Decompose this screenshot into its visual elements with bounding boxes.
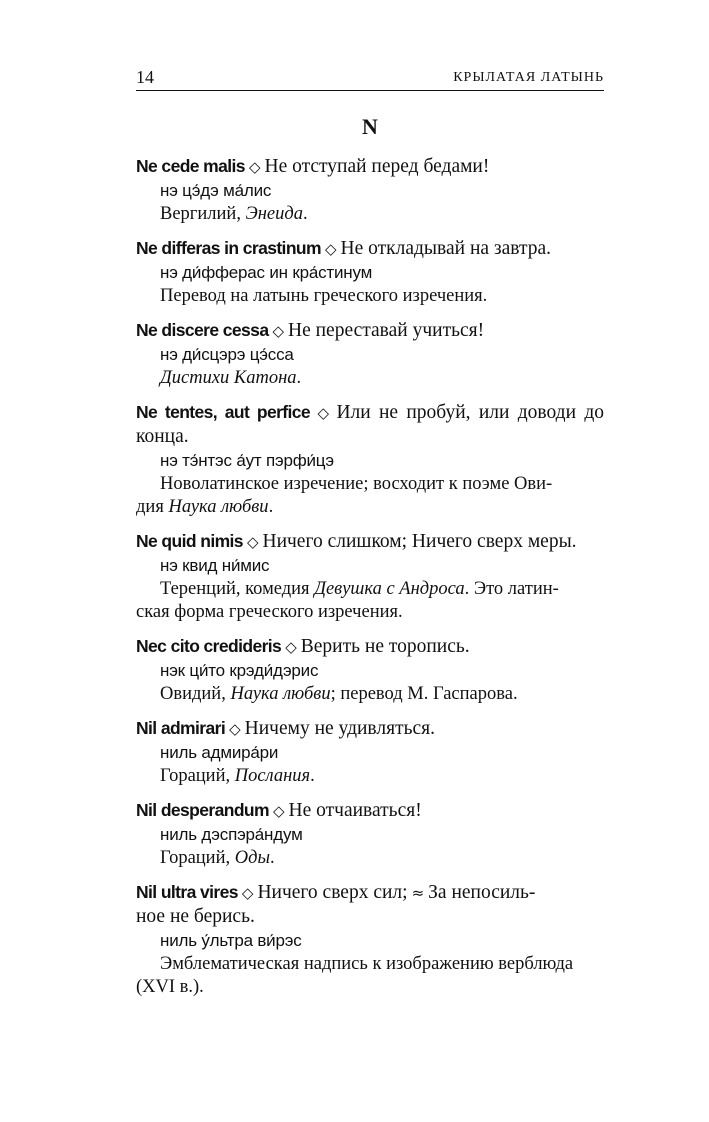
diamond-separator-icon: ◇	[248, 158, 261, 176]
source-note	[136, 367, 604, 390]
entry-head	[136, 154, 604, 179]
source-title: Девушка с Андроса	[314, 579, 465, 599]
diamond-separator-icon: ◇	[272, 802, 285, 820]
entry-head	[136, 236, 604, 261]
latin-phrase: Nil admirari	[136, 718, 226, 738]
source-text: Гораций,	[160, 766, 235, 786]
diamond-separator-icon: ◇	[272, 322, 284, 340]
source-note	[136, 847, 604, 870]
entry-head	[136, 634, 604, 659]
entry	[136, 798, 604, 870]
source-text: .	[296, 368, 302, 388]
latin-phrase: Ne discere cessa	[136, 320, 269, 340]
source-title: Послания	[234, 766, 311, 786]
latin-phrase: Ne tentes, aut perfice	[136, 402, 311, 422]
source-note: Новолатинское изречение; восходит к поэме Ови-	[160, 474, 553, 494]
source-text: Вергилий,	[160, 204, 246, 224]
diamond-separator-icon: ◇	[246, 533, 259, 551]
pronunciation: ниль дэспэра́ндум	[160, 825, 303, 844]
source-title: Дистихи Катона	[160, 368, 297, 388]
source-note	[136, 578, 604, 601]
source-text: Теренций, комедия	[160, 579, 315, 599]
source-note: Эмблематическая надпись к изображению верблюда	[160, 954, 574, 974]
source-text: .	[302, 204, 308, 224]
entry	[136, 880, 604, 999]
pronunciation: нэ квид ни́мис	[160, 556, 270, 575]
pronunciation: ниль адмира́ри	[160, 743, 279, 762]
entry-head	[136, 716, 604, 741]
latin-phrase: Ne differas in crastinum	[136, 238, 321, 258]
source-title: Энеида	[245, 204, 303, 224]
diamond-separator-icon: ◇	[241, 884, 254, 902]
translation: Ничего слишком; Ничего сверх меры.	[262, 531, 577, 552]
entry	[136, 634, 604, 706]
latin-phrase: Ne quid nimis	[136, 531, 243, 551]
source-title: Наука любви	[168, 497, 269, 517]
latin-phrase: Nil ultra vires	[136, 882, 238, 902]
translation: За непосиль-	[428, 882, 536, 903]
source-note	[136, 765, 604, 788]
entry-head	[136, 880, 604, 929]
latin-phrase: Nil desperandum	[136, 800, 269, 820]
page-number: 14	[136, 67, 154, 87]
entry	[136, 400, 604, 519]
diamond-separator-icon: ◇	[285, 638, 297, 656]
translation-continuation: ное не берись.	[136, 906, 255, 927]
source-note-continuation: (XVI в.).	[136, 977, 204, 997]
diamond-separator-icon: ◇	[324, 240, 337, 258]
latin-phrase: Ne cede malis	[136, 156, 245, 176]
source-text: Гораций,	[160, 848, 235, 868]
entry	[136, 236, 604, 308]
pronunciation: нэ цэ́дэ ма́лис	[160, 181, 272, 200]
source-note	[136, 203, 604, 226]
source-text: .	[268, 497, 274, 517]
entry	[136, 529, 604, 624]
translation: Не переставай учиться!	[288, 320, 485, 341]
source-text: дия	[136, 497, 169, 517]
source-title: Оды	[234, 848, 270, 868]
entry	[136, 154, 604, 226]
source-note-continuation	[136, 496, 604, 519]
pronunciation: нэ ди́фферас ин кра́стинум	[160, 263, 373, 282]
latin-phrase: Nec cito credideris	[136, 636, 282, 656]
source-text: . Это латин-	[464, 579, 559, 599]
entry-head	[136, 798, 604, 823]
entry-list	[136, 154, 604, 1009]
diamond-separator-icon: ◇	[314, 404, 333, 422]
diamond-separator-icon: ◇	[229, 720, 241, 738]
source-note-continuation: ская форма греческого изречения.	[136, 602, 403, 622]
pronunciation: нэк ци́то крэди́дэрис	[160, 661, 319, 680]
pronunciation: нэ ди́сцэрэ цэ́сса	[160, 345, 294, 364]
entry-head	[136, 400, 604, 449]
approx-icon: ≈	[411, 884, 425, 902]
entry-head	[136, 318, 604, 343]
translation: Не откладывай на завтра.	[340, 238, 552, 259]
entry	[136, 318, 604, 390]
section-letter: N	[362, 114, 378, 139]
translation: Не отчаиваться!	[288, 800, 422, 821]
pronunciation: ниль у́льтра ви́рэс	[160, 931, 302, 950]
running-title: КРЫЛАТАЯ ЛАТЫНЬ	[453, 70, 604, 85]
source-text: Овидий,	[160, 684, 231, 704]
source-title: Наука любви	[230, 684, 331, 704]
page-header	[136, 66, 604, 91]
source-text: ; перевод М. Гаспарова.	[330, 684, 518, 704]
translation: Верить не торопись.	[300, 636, 470, 657]
source-note	[136, 683, 604, 706]
translation: Ничему не удивляться.	[244, 718, 435, 739]
translation: Не отступай перед бедами!	[264, 156, 490, 177]
pronunciation: нэ тэ́нтэс а́ут пэрфи́цэ	[160, 451, 334, 470]
entry-head	[136, 529, 604, 554]
translation: Ничего сверх сил;	[257, 882, 408, 903]
source-text: .	[310, 766, 315, 786]
source-text: .	[269, 848, 275, 868]
source-note: Перевод на латынь греческого изречения.	[160, 286, 488, 306]
entry	[136, 716, 604, 788]
translation: Или не пробуй, или доводи до конца.	[136, 402, 604, 447]
